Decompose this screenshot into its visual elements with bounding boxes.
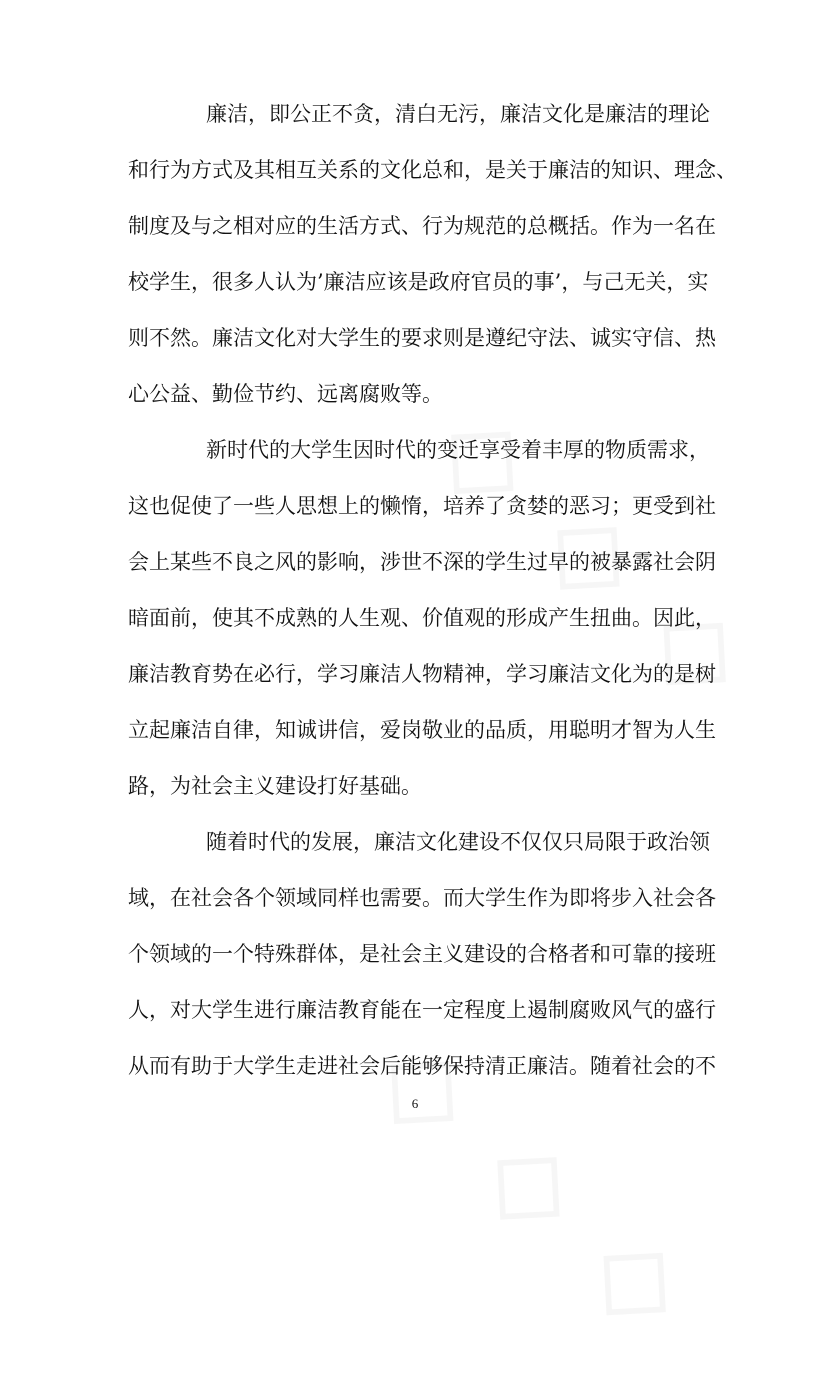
- page-number: 6: [411, 1096, 419, 1111]
- paragraph-2-line-3: 会上某些不良之风的影响，涉世不深的学生过早的被暴露社会阴: [128, 550, 716, 574]
- paragraph-3-line-5: 从而有助于大学生走进社会后能够保持清正廉洁。随着社会的不: [128, 1054, 716, 1078]
- paragraph-1-line-5: 则不然。廉洁文化对大学生的要求则是遵纪守法、诚实守信、热: [128, 326, 716, 350]
- paragraph-2-line-2: 这也促使了一些人思想上的懒惰，培养了贪婪的恶习；更受到社: [128, 494, 716, 518]
- paragraph-1-line-6: 心公益、勤俭节约、远离腐败等。: [128, 382, 443, 406]
- paragraph-2-line-1: 新时代的大学生因时代的变迁享受着丰厚的物质需求，: [206, 438, 710, 462]
- paragraph-3-line-1: 随着时代的发展，廉洁文化建设不仅仅只局限于政治领: [206, 830, 710, 854]
- paragraph-3-line-2: 域，在社会各个领域同样也需要。而大学生作为即将步入社会各: [128, 886, 716, 910]
- paragraph-2-line-6: 立起廉洁自律，知诚讲信，爱岗敬业的品质，用聪明才智为人生: [128, 718, 716, 742]
- paragraph-1-line-2: 和行为方式及其相互关系的文化总和，是关于廉洁的知识、理念、: [128, 158, 737, 182]
- paragraph-1-line-4: 校学生，很多人认为’廉洁应该是政府官员的事’，与己无关，实: [128, 270, 709, 294]
- paragraph-1-line-3: 制度及与之相对应的生活方式、行为规范的总概括。作为一名在: [128, 214, 716, 238]
- paragraph-3-line-4: 人，对大学生进行廉洁教育能在一定程度上遏制腐败风气的盛行: [128, 998, 716, 1022]
- paragraph-1-line-1: 廉洁，即公正不贪，清白无污，廉洁文化是廉洁的理论: [206, 102, 710, 126]
- paragraph-2-line-4: 暗面前，使其不成熟的人生观、价值观的形成产生扭曲。因此，: [128, 606, 716, 630]
- paragraph-3-line-3: 个领域的一个特殊群体，是社会主义建设的合格者和可靠的接班: [128, 942, 716, 966]
- paragraph-2-line-5: 廉洁教育势在必行，学习廉洁人物精神，学习廉洁文化为的是树: [128, 662, 716, 686]
- paragraph-2-line-7: 路，为社会主义建设打好基础。: [128, 774, 422, 798]
